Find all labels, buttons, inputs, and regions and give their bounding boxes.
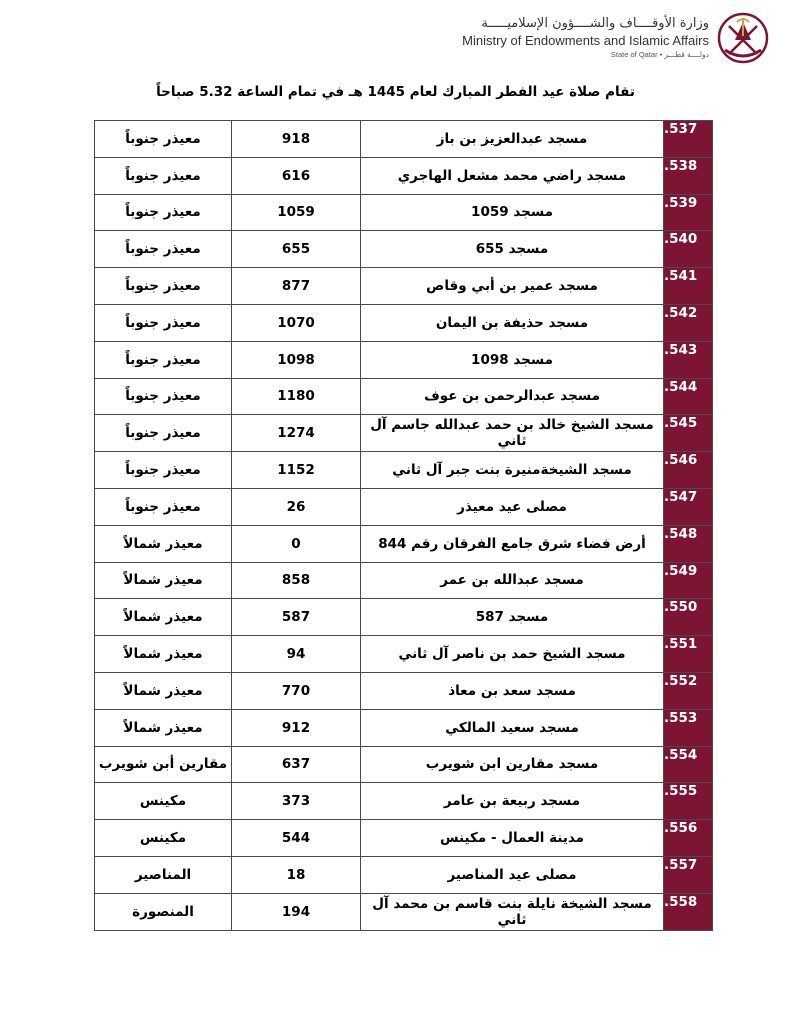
mosque-name: مسجد 1059 [361, 194, 664, 231]
row-number: .546 [664, 452, 713, 489]
worshipper-count: 1098 [232, 341, 361, 378]
row-number: .542 [664, 304, 713, 341]
ministry-name-english: Ministry of Endowments and Islamic Affairs [462, 33, 709, 48]
worshipper-count: 1274 [232, 415, 361, 452]
area-name: مكينس [95, 783, 232, 820]
mosque-name: مسجد مقارين ابن شويرب [361, 746, 664, 783]
area-name: معيذر شمالاً [95, 636, 232, 673]
row-number: .557 [664, 856, 713, 893]
mosque-name: مسجد حذيفة بن اليمان [361, 304, 664, 341]
table-row [95, 746, 713, 783]
table-row [95, 341, 713, 378]
mosque-name: مسجد الشيخ حمد بن ناصر آل ثاني [361, 636, 664, 673]
worshipper-count: 770 [232, 672, 361, 709]
mosque-name: مسجد سعد بن معاذ [361, 672, 664, 709]
area-name: المنصورة [95, 893, 232, 930]
area-name: معيذر جنوباً [95, 268, 232, 305]
row-number: .552 [664, 672, 713, 709]
table-row [95, 304, 713, 341]
mosque-name: مسجد 1098 [361, 341, 664, 378]
row-number: .550 [664, 599, 713, 636]
area-name: معيذر جنوباً [95, 157, 232, 194]
row-number: .538 [664, 157, 713, 194]
worshipper-count: 1070 [232, 304, 361, 341]
area-name: معيذر جنوباً [95, 488, 232, 525]
mosque-name: مصلى عيد المناصير [361, 856, 664, 893]
row-number: .553 [664, 709, 713, 746]
mosque-table [94, 120, 713, 931]
row-number: .547 [664, 488, 713, 525]
worshipper-count: 544 [232, 820, 361, 857]
table-row [95, 856, 713, 893]
row-number: .544 [664, 378, 713, 415]
table-row [95, 194, 713, 231]
worshipper-count: 1152 [232, 452, 361, 489]
table-row [95, 525, 713, 562]
mosque-name: مسجد 587 [361, 599, 664, 636]
table-row [95, 415, 713, 452]
area-name: معيذر جنوباً [95, 121, 232, 158]
ministry-header [411, 10, 771, 70]
row-number: .549 [664, 562, 713, 599]
table-row [95, 231, 713, 268]
mosque-name: مسجد 655 [361, 231, 664, 268]
area-name: معيذر شمالاً [95, 599, 232, 636]
page-title: تقام صلاة عيد الفطر المبارك لعام 1445 هـ في تمام الساعة 5.32 صباحاً [156, 84, 635, 100]
table-row [95, 488, 713, 525]
area-name: معيذر جنوباً [95, 415, 232, 452]
mosque-name: مسجد عبدالله بن عمر [361, 562, 664, 599]
worshipper-count: 877 [232, 268, 361, 305]
worshipper-count: 655 [232, 231, 361, 268]
mosque-name: مسجد الشيخ خالد بن حمد عبدالله جاسم آل ثاني [361, 415, 664, 452]
qatar-emblem-icon [715, 10, 771, 66]
row-number: .558 [664, 893, 713, 930]
row-number: .554 [664, 746, 713, 783]
area-name: معيذر شمالاً [95, 525, 232, 562]
area-name: معيذر جنوباً [95, 452, 232, 489]
worshipper-count: 1059 [232, 194, 361, 231]
row-number: .555 [664, 783, 713, 820]
worshipper-count: 918 [232, 121, 361, 158]
mosque-name: مسجد سعيد المالكي [361, 709, 664, 746]
area-name: مقارين أبن شويرب [95, 746, 232, 783]
area-name: معيذر جنوباً [95, 304, 232, 341]
mosque-name: مسجد الشيخةمنيرة بنت جبر آل ثاني [361, 452, 664, 489]
mosque-name: مسجد عبدالرحمن بن عوف [361, 378, 664, 415]
worshipper-count: 94 [232, 636, 361, 673]
worshipper-count: 373 [232, 783, 361, 820]
row-number: .540 [664, 231, 713, 268]
row-number: .541 [664, 268, 713, 305]
area-name: معيذر جنوباً [95, 194, 232, 231]
table-row [95, 783, 713, 820]
table-row [95, 893, 713, 930]
row-number: .543 [664, 341, 713, 378]
worshipper-count: 18 [232, 856, 361, 893]
ministry-name-block [462, 16, 709, 59]
mosque-name: مسجد عمير بن أبي وقاص [361, 268, 664, 305]
row-number: .551 [664, 636, 713, 673]
area-name: مكينس [95, 820, 232, 857]
mosque-name: مسجد عبدالعزيز بن باز [361, 121, 664, 158]
worshipper-count: 912 [232, 709, 361, 746]
area-name: معيذر شمالاً [95, 709, 232, 746]
worshipper-count: 858 [232, 562, 361, 599]
table-row [95, 709, 713, 746]
table-row [95, 820, 713, 857]
area-name: معيذر جنوباً [95, 231, 232, 268]
table-row [95, 672, 713, 709]
table-row [95, 562, 713, 599]
row-number: .545 [664, 415, 713, 452]
row-number: .548 [664, 525, 713, 562]
worshipper-count: 637 [232, 746, 361, 783]
area-name: المناصير [95, 856, 232, 893]
mosque-name: مسجد ربيعة بن عامر [361, 783, 664, 820]
table-row [95, 268, 713, 305]
table-row [95, 157, 713, 194]
area-name: معيذر جنوباً [95, 341, 232, 378]
area-name: معيذر جنوباً [95, 378, 232, 415]
worshipper-count: 0 [232, 525, 361, 562]
area-name: معيذر شمالاً [95, 672, 232, 709]
ministry-name-arabic: وزارة الأوقــــاف والشــــؤون الإسلاميـــــة [481, 16, 709, 31]
table-row [95, 636, 713, 673]
table-row [95, 121, 713, 158]
worshipper-count: 1180 [232, 378, 361, 415]
mosque-name: مسجد راضي محمد مشعل الهاجري [361, 157, 664, 194]
mosque-name: مسجد الشيخة نايلة بنت قاسم بن محمد آل ثاني [361, 893, 664, 930]
area-name: معيذر شمالاً [95, 562, 232, 599]
table-row [95, 378, 713, 415]
worshipper-count: 587 [232, 599, 361, 636]
row-number: .537 [664, 121, 713, 158]
row-number: .539 [664, 194, 713, 231]
mosque-name: أرض فضاء شرق جامع الفرقان رقم 844 [361, 525, 664, 562]
table-row [95, 599, 713, 636]
row-number: .556 [664, 820, 713, 857]
mosque-name: مصلى عيد معيذر [361, 488, 664, 525]
state-name: State of Qatar • دولــــة قطـــر [610, 50, 709, 59]
mosque-name: مدينة العمال - مكينس [361, 820, 664, 857]
table-row [95, 452, 713, 489]
worshipper-count: 616 [232, 157, 361, 194]
worshipper-count: 194 [232, 893, 361, 930]
worshipper-count: 26 [232, 488, 361, 525]
